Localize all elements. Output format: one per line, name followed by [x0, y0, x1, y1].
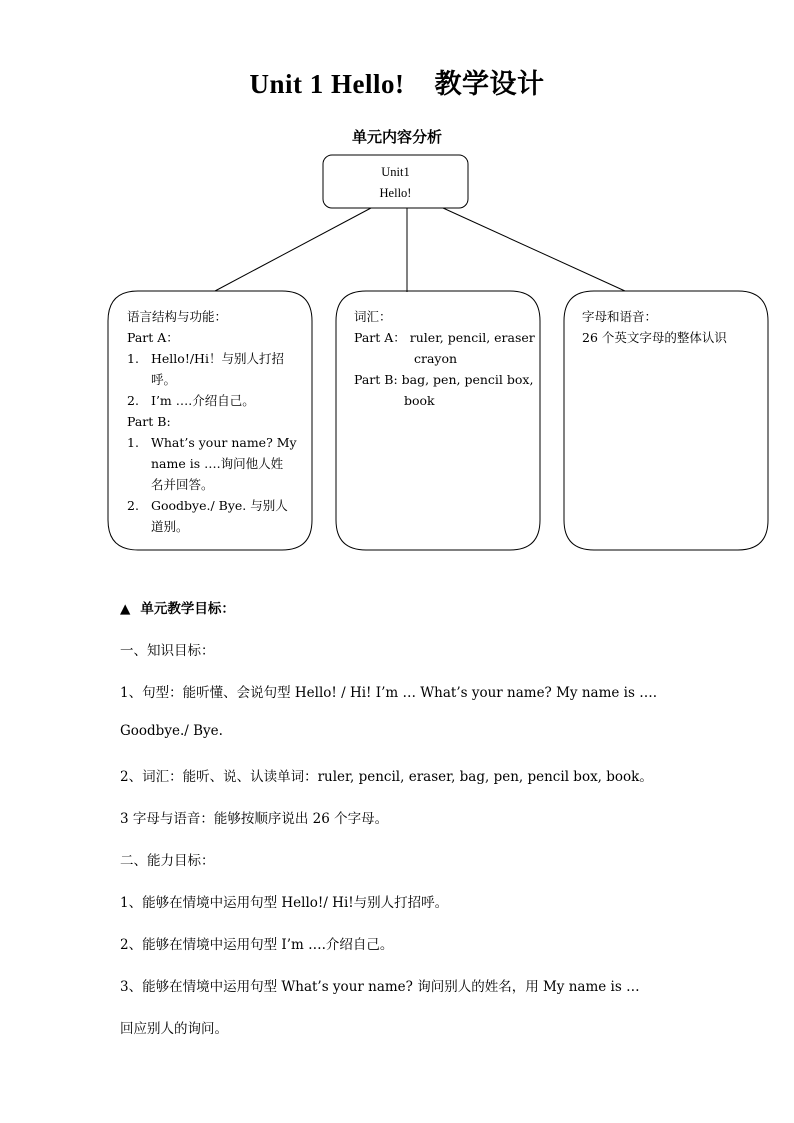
- connector-right: [443, 208, 625, 291]
- box2-heading: 词汇：: [354, 309, 392, 324]
- box2-part-b: Part B: bag, pen, pencil box,: [354, 372, 534, 387]
- knowledge-item-1: 1、句型：能听懂、会说句型 Hello! / Hi! I’m … What’s your name? My name is ….: [120, 685, 657, 701]
- section-subtitle: 单元内容分析: [351, 128, 442, 146]
- box2-part-a: Part A： ruler, pencil, eraser: [354, 330, 535, 345]
- ability-item-2: 2、能够在情境中运用句型 I’m ….介绍自己。: [120, 937, 394, 953]
- box2-part-a-cont: crayon: [414, 351, 458, 366]
- box1-item-a1-text-cont: 呼。: [151, 372, 177, 387]
- knowledge-item-2: 2、词汇：能听、说、认读单词：ruler, pencil, eraser, bag, pen, pencil box, book。: [120, 769, 653, 785]
- title-cn: 教学设计: [434, 69, 545, 99]
- box1-item-a1-number: 1.: [127, 351, 139, 366]
- box1-heading: 语言结构与功能：: [127, 309, 228, 324]
- box1-item-b1: [127, 432, 302, 495]
- box1-item-a2-number: 2.: [127, 393, 139, 408]
- box1-item-b2-number: 2.: [127, 498, 139, 513]
- ability-item-3: 3、能够在情境中运用句型 What’s your name? 询问别人的姓名，用 My name is …: [120, 979, 640, 995]
- branch-box-vocabulary: [354, 306, 534, 411]
- box3-heading: 字母和语音：: [582, 309, 658, 324]
- box2-part-b-cont: book: [404, 393, 435, 408]
- root-node: [323, 155, 468, 208]
- box3-line1: 26 个英文字母的整体认识: [582, 330, 727, 345]
- branch-box-language: [127, 306, 302, 537]
- box1-item-a2-text: I’m ….介绍自己。: [151, 393, 255, 408]
- box1-item-b1-text-cont2: 名并回答。: [151, 477, 214, 492]
- ability-item-1: 1、能够在情境中运用句型 Hello!/ Hi!与别人打招呼。: [120, 895, 449, 911]
- box1-item-a1-text: Hello!/Hi！与别人打招: [151, 351, 284, 366]
- box1-item-b1-text-cont: name is ….询问他人姓: [151, 456, 284, 471]
- box1-part-a: Part A：: [127, 330, 179, 345]
- goals-heading-text: 单元教学目标：: [140, 601, 235, 617]
- box1-item-b2: [127, 495, 302, 537]
- box1-item-b2-text-cont: 道别。: [151, 519, 189, 534]
- ability-item-3-cont: 回应别人的询问。: [120, 1021, 228, 1037]
- root-node-line2: Hello!: [379, 186, 412, 200]
- box1-part-b: Part B:: [127, 414, 171, 429]
- ability-heading: 二、能力目标：: [120, 853, 215, 869]
- branch-box-letters: [582, 306, 762, 348]
- knowledge-heading: 一、知识目标：: [120, 643, 215, 659]
- box1-item-a2: [127, 390, 302, 411]
- connector-left: [215, 208, 371, 291]
- triangle-icon: ▲: [120, 601, 131, 617]
- box1-item-a1: [127, 348, 302, 390]
- knowledge-item-1-cont: Goodbye./ Bye.: [120, 723, 223, 739]
- knowledge-item-3: 3 字母与语音：能够按顺序说出 26 个字母。: [120, 811, 389, 827]
- box1-item-b1-text: What’s your name? My: [151, 435, 297, 450]
- box1-item-b2-text: Goodbye./ Bye. 与别人: [151, 498, 288, 513]
- title-en: Unit 1 Hello!: [249, 69, 405, 99]
- goals-heading: [120, 597, 235, 617]
- root-node-line1: Unit1: [381, 165, 410, 179]
- box1-item-b1-number: 1.: [127, 435, 139, 450]
